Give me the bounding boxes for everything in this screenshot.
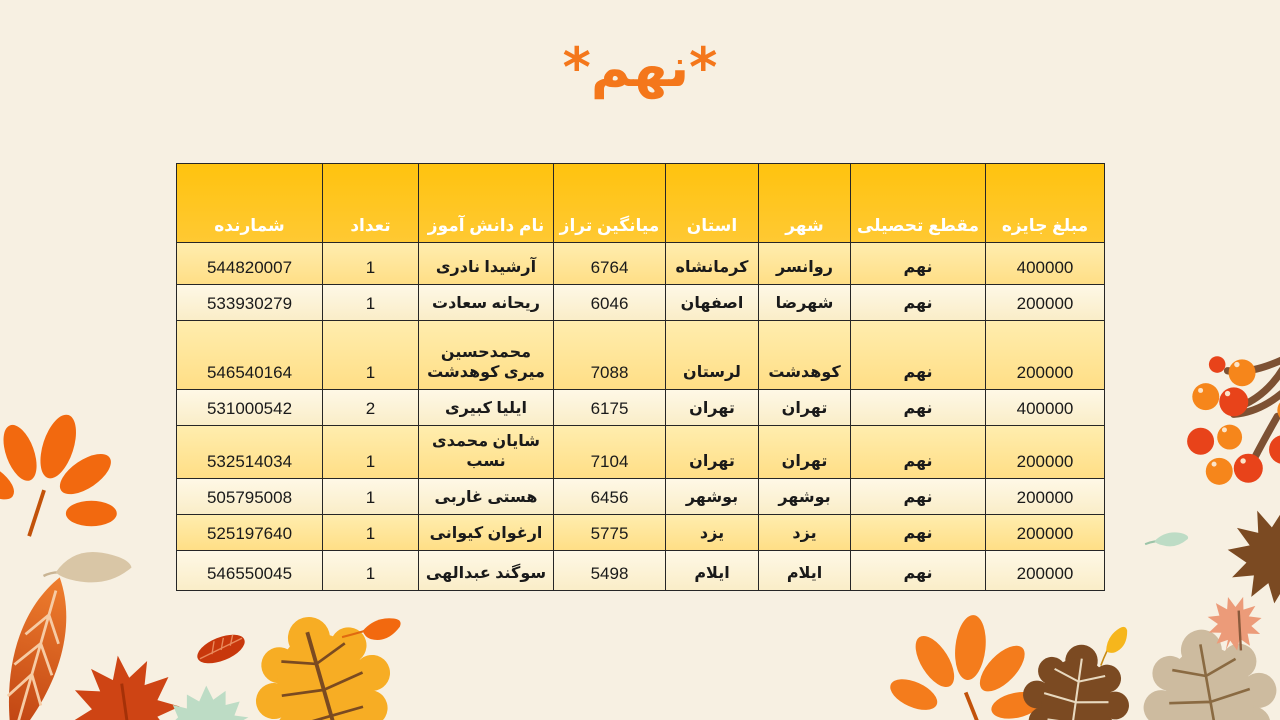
small-red-leaf-icon	[189, 622, 253, 676]
col-header-average-score: میانگین تراز	[554, 164, 666, 243]
page-title: *نهم*	[562, 36, 718, 99]
cell-grade-level: نهم	[851, 321, 986, 390]
cell-student-name: آرشیدا نادری	[419, 243, 554, 285]
cell-count: 1	[323, 551, 419, 591]
cell-province: بوشهر	[666, 479, 759, 515]
cell-city: شهرضا	[759, 285, 851, 321]
table-row	[177, 390, 1105, 426]
rowan-berries-icon	[1188, 350, 1280, 490]
cell-province: تهران	[666, 390, 759, 426]
table-row	[177, 479, 1105, 515]
cell-counter: 505795008	[177, 479, 323, 515]
cell-counter: 532514034	[177, 426, 323, 479]
cell-average-score: 5775	[554, 515, 666, 551]
cell-city: تهران	[759, 426, 851, 479]
cell-city: ایلام	[759, 551, 851, 591]
cell-average-score: 5498	[554, 551, 666, 591]
cell-city: تهران	[759, 390, 851, 426]
cell-grade-level: نهم	[851, 390, 986, 426]
cell-prize-amount: 200000	[986, 515, 1105, 551]
chestnut-leaf-left-icon	[0, 384, 138, 572]
col-header-student-name: نام دانش آموز	[419, 164, 554, 243]
cell-prize-amount: 400000	[986, 390, 1105, 426]
cell-grade-level: نهم	[851, 243, 986, 285]
cell-counter: 546550045	[177, 551, 323, 591]
small-yellow-leaf-icon	[1080, 615, 1148, 682]
chestnut-leaf-right-icon	[892, 609, 1043, 720]
cell-average-score: 6175	[554, 390, 666, 426]
table-row	[177, 285, 1105, 321]
col-header-count: تعداد	[323, 164, 419, 243]
cell-counter: 544820007	[177, 243, 323, 285]
cell-province: یزد	[666, 515, 759, 551]
cell-average-score: 6046	[554, 285, 666, 321]
mint-leaf-right-icon	[1142, 528, 1194, 550]
table-header-row	[177, 164, 1105, 243]
cell-count: 1	[323, 515, 419, 551]
cell-student-name: هستی غاربی	[419, 479, 554, 515]
table-row	[177, 551, 1105, 591]
small-orange-leaf-icon	[340, 616, 406, 652]
brown-maple-leaf-icon	[1204, 481, 1280, 627]
cell-count: 1	[323, 321, 419, 390]
col-header-city: شهر	[759, 164, 851, 243]
cell-city: کوهدشت	[759, 321, 851, 390]
cell-province: اصفهان	[666, 285, 759, 321]
tan-oak-leaf-icon	[1105, 611, 1280, 720]
cell-count: 1	[323, 479, 419, 515]
cell-counter: 546540164	[177, 321, 323, 390]
cell-province: کرمانشاه	[666, 243, 759, 285]
cell-count: 2	[323, 390, 419, 426]
cell-prize-amount: 200000	[986, 426, 1105, 479]
cell-prize-amount: 400000	[986, 243, 1105, 285]
cell-city: یزد	[759, 515, 851, 551]
cell-count: 1	[323, 285, 419, 321]
cell-prize-amount: 200000	[986, 321, 1105, 390]
cell-student-name: ارغوان کیوانی	[419, 515, 554, 551]
table-row	[177, 321, 1105, 390]
red-maple-leaf-icon	[58, 640, 191, 720]
cell-counter: 533930279	[177, 285, 323, 321]
col-header-province: استان	[666, 164, 759, 243]
cell-prize-amount: 200000	[986, 285, 1105, 321]
cell-student-name: شایان محمدی نسب	[419, 426, 554, 479]
cell-counter: 525197640	[177, 515, 323, 551]
cell-student-name: ریحانه سعادت	[419, 285, 554, 321]
table-row	[177, 426, 1105, 479]
mint-leaf-left-icon	[164, 674, 252, 720]
cell-counter: 531000542	[177, 390, 323, 426]
cell-grade-level: نهم	[851, 285, 986, 321]
table-row	[177, 515, 1105, 551]
col-header-prize-amount: مبلغ جایزه	[986, 164, 1105, 243]
cell-average-score: 7088	[554, 321, 666, 390]
cell-province: تهران	[666, 426, 759, 479]
cell-grade-level: نهم	[851, 426, 986, 479]
cell-city: روانسر	[759, 243, 851, 285]
prize-table	[176, 163, 1105, 591]
cell-grade-level: نهم	[851, 551, 986, 591]
salmon-maple-leaf-icon	[1194, 583, 1275, 660]
cell-count: 1	[323, 243, 419, 285]
cell-city: بوشهر	[759, 479, 851, 515]
cell-student-name: محمدحسین میری کوهدشت	[419, 321, 554, 390]
col-header-grade-level: مقطع تحصیلی	[851, 164, 986, 243]
cell-average-score: 6456	[554, 479, 666, 515]
cell-prize-amount: 200000	[986, 479, 1105, 515]
long-orange-leaf-icon	[0, 564, 108, 720]
cell-grade-level: نهم	[851, 479, 986, 515]
yellow-oak-leaf-icon	[226, 593, 419, 720]
cell-count: 1	[323, 426, 419, 479]
col-header-counter: شمارنده	[177, 164, 323, 243]
brown-oak-leaf-icon	[1010, 633, 1142, 720]
cell-prize-amount: 200000	[986, 551, 1105, 591]
cell-province: ایلام	[666, 551, 759, 591]
cell-province: لرستان	[666, 321, 759, 390]
small-beige-leaf-icon	[15, 543, 160, 587]
cell-student-name: سوگند عبدالهی	[419, 551, 554, 591]
cell-average-score: 7104	[554, 426, 666, 479]
cell-grade-level: نهم	[851, 515, 986, 551]
cell-average-score: 6764	[554, 243, 666, 285]
cell-student-name: ایلیا کبیری	[419, 390, 554, 426]
table-row	[177, 243, 1105, 285]
